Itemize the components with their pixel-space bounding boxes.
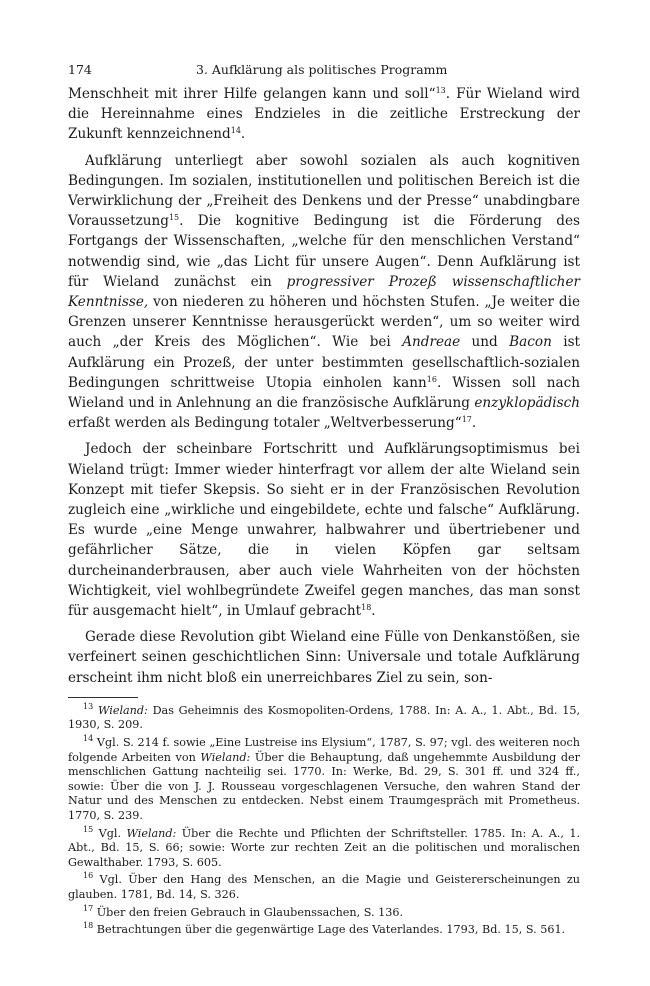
- text-run: und: [460, 334, 510, 351]
- text-run: erfaßt werden als Bedingung totaler „Weltverbesserung“: [68, 415, 462, 432]
- text-run: . Wissen soll nach Wieland und in Anlehnung an die französische Aufklärung: [68, 374, 580, 412]
- footnotes: [68, 701, 581, 938]
- footnote-ref: 18: [361, 603, 372, 613]
- text-run: Betrachtungen über die gegenwärtige Lage des Vaterlandes. 1793, Bd. 15, S. 561.: [96, 923, 566, 937]
- italic-text: Wieland:: [200, 750, 251, 764]
- paragraph: [68, 627, 580, 688]
- paragraph: [68, 84, 580, 145]
- footnote-number: 16: [83, 871, 94, 881]
- italic-text: progressiver Prozeß wissenschaftlicher Kenntnisse,: [68, 273, 580, 311]
- footnote-divider: [68, 697, 138, 698]
- footnote-number: 14: [83, 734, 94, 744]
- text-run: . Für Wieland wird die Hereinnahme eines Endzieles in die zeitliche Erstreckung der Zukunft kennzeichnend: [68, 86, 581, 143]
- italic-text: Bacon: [509, 334, 552, 351]
- text-run: Über den freien Gebrauch in Glaubenssachen, S. 136.: [96, 905, 404, 919]
- text-run: Jedoch der scheinbare Fortschritt und Aufklärungsoptimismus bei Wieland trügt: Immer wieder hinterfragt vor allem der alte Wieland sein Konzept mit tiefer Skepsis. So sieht er in der Französischen Revolution zugleich eine „wirkliche und eingebildete, echte und falsche“ Aufklärung. Es wurde „eine Menge unwahrer, halbwahrer und übertriebener und gefährlicher Sätze, die in vielen Köpfen gar seltsam durcheinanderbrausen, aber auch viele Wahrheiten von der höchsten Wichtigkeit, viel wohlbegründete Zweifel gegen manches, das man sonst für ausgemacht hielt“, in Umlauf gebracht: [68, 441, 580, 620]
- text-run: .: [371, 603, 376, 620]
- footnote: [68, 873, 580, 902]
- page-header: [68, 62, 580, 77]
- paragraph: [68, 439, 580, 621]
- italic-text: enzyklopädisch: [474, 395, 580, 412]
- footnote-ref: 15: [168, 213, 180, 223]
- footnote-ref: 16: [426, 374, 437, 384]
- footnote: [68, 701, 581, 733]
- footnote-number: 18: [83, 921, 94, 931]
- book-page: [68, 62, 580, 941]
- footnote: [68, 824, 581, 871]
- footnote-number: 15: [83, 824, 94, 834]
- footnote-ref: 14: [230, 126, 241, 136]
- text-run: ist Aufklärung ein Prozeß, der unter bestimmten gesellschaftlich-sozialen Bedingungen schrittweise Utopia einholen kann: [68, 334, 581, 391]
- text-run: Menschheit mit ihrer Hilfe gelangen kann und soll“: [68, 86, 436, 102]
- text-run: Vgl. S. 214 f. sowie „Eine Lustreise ins Elysium“, 1787, S. 97; vgl. des weiteren noch folgende Arbeiten von: [68, 736, 580, 764]
- footnote-number: 17: [83, 903, 94, 913]
- body-text: [68, 84, 580, 688]
- text-run: Vgl.: [98, 826, 127, 840]
- running-title: 3. Aufklärung als politisches Programm: [196, 62, 448, 77]
- text-run: .: [240, 126, 246, 143]
- italic-text: Andreae: [402, 334, 461, 351]
- footnote-number: 13: [83, 701, 94, 711]
- paragraph: [68, 151, 580, 434]
- text-run: Gerade diese Revolution gibt Wieland eine Fülle von Denkanstößen, sie verfeinert seinen geschichtlichen Sinn: Universale und totale Aufklärung erscheint ihm nicht bloß ein unerreichbares Ziel zu sein, son-: [68, 629, 580, 686]
- text-run: . Die kognitive Bedingung ist die Förderung des Fortgangs der Wissenschaften, „welche für den menschlichen Verstand“ notwendig sind, wie „das Licht für unsere Augen“. Denn Aufklärung ist für Wieland zunächst ein: [68, 213, 580, 290]
- text-run: Das Geheimnis des Kosmopoliten-Ordens, 1788. In: A. A., 1. Abt., Bd. 15, 1930, S. 209.: [68, 703, 581, 732]
- italic-text: Wieland:: [126, 826, 177, 840]
- footnote-ref: 13: [435, 86, 446, 95]
- text-run: von niederen zu höheren und höchsten Stufen. „Je weiter die Grenzen unserer Kenntnisse herausgerückt werden“, um so weiter wird auch „der Kreis des Möglichen“. Wie bei: [68, 294, 580, 351]
- text-run: Vgl. Über den Hang des Menschen, an die Magie und Geistererscheinungen zu glauben. 1781, Bd. 14, S. 326.: [68, 873, 581, 902]
- text-run: .: [471, 415, 477, 432]
- footnote: [68, 736, 580, 824]
- page-number: 174: [68, 62, 92, 77]
- footnote: [68, 923, 580, 938]
- text-run: Aufklärung unterliegt aber sowohl sozialen als auch kognitiven Bedingungen. Im sozialen, institutionellen und politischen Bereich ist die Verwirklichung der „Freiheit des Denkens und der Presse“ unabdingbare Voraussetzung: [68, 152, 580, 230]
- footnote-ref: 17: [461, 415, 472, 425]
- text-run: Über die Rechte und Pflichten der Schriftsteller. 1785. In: A. A., 1. Abt., Bd. 15, S. 66; sowie: Worte zur rechten Zeit an die politischen und moralischen Gewalthaber. 1793, S. 605.: [68, 826, 581, 869]
- text-run: Über die Behauptung, daß ungehemmte Ausbildung der menschlichen Gattung nachteilig sei. 1770. In: Werke, Bd. 29, S. 301 ff. und 324 ff., sowie: Über die von J. J. Rousseau vorgeschlagenen Versuche, den wahren Stand der Natur und des Menschen zu entdecken. Nebst einem Traumgespräch mit Prometheus. 1770, S. 239.: [68, 750, 580, 823]
- footnote: [68, 903, 580, 921]
- italic-text: Wieland:: [97, 703, 148, 717]
